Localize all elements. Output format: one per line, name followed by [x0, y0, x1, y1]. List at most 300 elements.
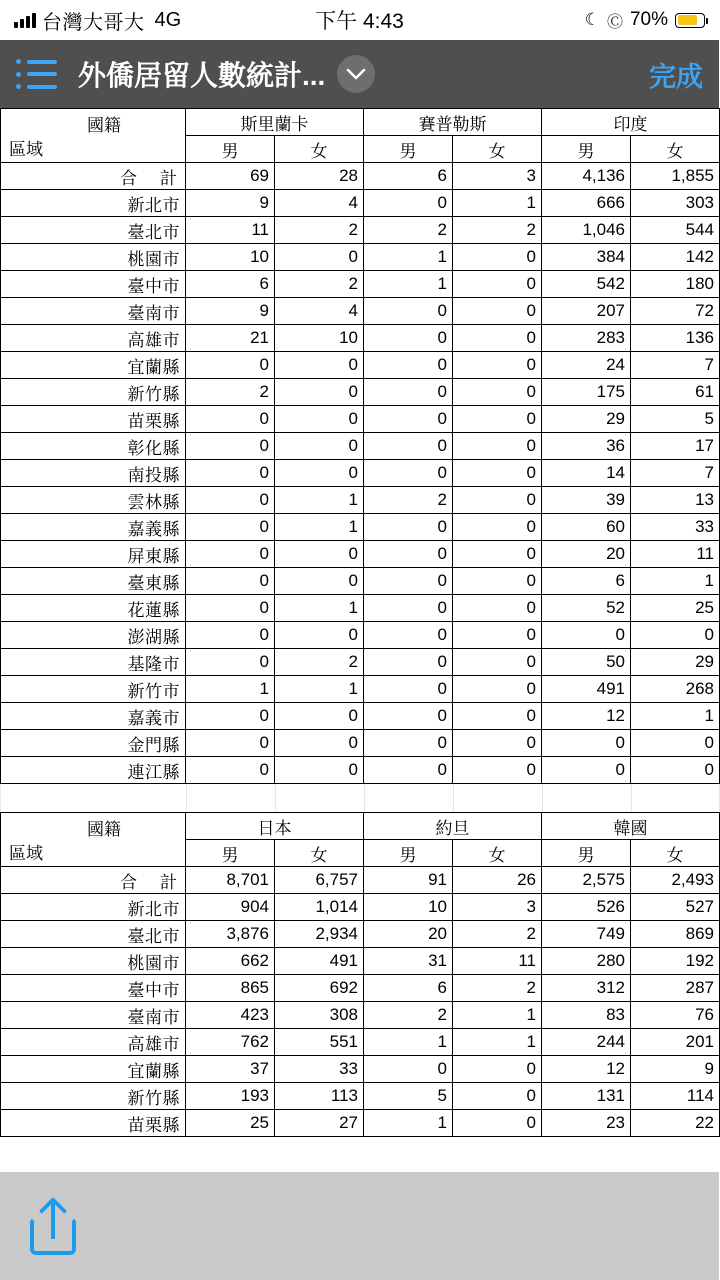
cell: 0	[364, 541, 453, 568]
cell: 142	[631, 244, 720, 271]
table-row	[1, 649, 720, 676]
cell: 303	[631, 190, 720, 217]
cell: 0	[453, 595, 542, 622]
row-region: 臺北市	[1, 217, 186, 244]
table-row	[1, 595, 720, 622]
gender-header: 男	[186, 840, 275, 867]
cell: 0	[364, 298, 453, 325]
cell: 0	[453, 325, 542, 352]
cell: 6	[364, 975, 453, 1002]
cell: 1,046	[542, 217, 631, 244]
table-row	[1, 514, 720, 541]
cell: 544	[631, 217, 720, 244]
cell: 0	[364, 622, 453, 649]
table-row	[1, 757, 720, 784]
cell: 25	[631, 595, 720, 622]
cell: 201	[631, 1029, 720, 1056]
cell: 0	[453, 541, 542, 568]
cell: 542	[542, 271, 631, 298]
cell: 60	[542, 514, 631, 541]
cell: 0	[275, 757, 364, 784]
cell: 308	[275, 1002, 364, 1029]
cell: 0	[453, 730, 542, 757]
cell: 0	[453, 757, 542, 784]
cell: 0	[275, 406, 364, 433]
cell: 268	[631, 676, 720, 703]
table-row	[1, 1056, 720, 1083]
cell: 0	[275, 730, 364, 757]
table-row	[1, 163, 720, 190]
cell: 22	[631, 1110, 720, 1137]
cell: 0	[453, 352, 542, 379]
cell: 0	[186, 433, 275, 460]
cell: 12	[542, 703, 631, 730]
row-region: 連江縣	[1, 757, 186, 784]
row-region: 南投縣	[1, 460, 186, 487]
cell: 0	[453, 1083, 542, 1110]
cell: 0	[453, 298, 542, 325]
row-region: 合 計	[1, 163, 186, 190]
cell: 280	[542, 948, 631, 975]
cell: 1	[364, 1110, 453, 1137]
cell: 9	[631, 1056, 720, 1083]
cell: 0	[275, 622, 364, 649]
row-region: 臺南市	[1, 1002, 186, 1029]
row-region: 桃園市	[1, 244, 186, 271]
cell: 762	[186, 1029, 275, 1056]
moon-icon: ☾	[584, 10, 600, 29]
status-bar-right	[585, 9, 705, 32]
row-region: 苗栗縣	[1, 406, 186, 433]
cell: 0	[453, 433, 542, 460]
cell: 7	[631, 352, 720, 379]
cell: 384	[542, 244, 631, 271]
gender-header: 女	[275, 840, 364, 867]
cell: 0	[453, 460, 542, 487]
cell: 0	[186, 703, 275, 730]
row-region: 臺南市	[1, 298, 186, 325]
cell: 5	[364, 1083, 453, 1110]
cell: 2	[364, 487, 453, 514]
cell: 0	[631, 622, 720, 649]
table-header-row	[1, 813, 720, 840]
cell: 1,014	[275, 894, 364, 921]
cell: 0	[364, 352, 453, 379]
cell: 0	[453, 568, 542, 595]
cell: 0	[453, 406, 542, 433]
row-region: 宜蘭縣	[1, 352, 186, 379]
row-region: 嘉義縣	[1, 514, 186, 541]
battery-percent-label: 70%	[629, 9, 668, 30]
cell: 1	[275, 676, 364, 703]
cell: 0	[453, 514, 542, 541]
cell: 33	[275, 1056, 364, 1083]
cell: 0	[186, 730, 275, 757]
cell: 131	[542, 1083, 631, 1110]
cell: 29	[631, 649, 720, 676]
cell: 61	[631, 379, 720, 406]
cell: 20	[542, 541, 631, 568]
cell: 662	[186, 948, 275, 975]
table-row	[1, 487, 720, 514]
document-title: 外僑居留人數統計...	[78, 60, 326, 91]
cell: 1	[453, 1002, 542, 1029]
row-region: 新竹縣	[1, 379, 186, 406]
row-region: 高雄市	[1, 325, 186, 352]
row-region: 嘉義市	[1, 703, 186, 730]
cell: 1	[453, 190, 542, 217]
table-row	[1, 622, 720, 649]
done-button[interactable]: 完成	[649, 61, 703, 92]
table-row	[1, 921, 720, 948]
cell: 11	[186, 217, 275, 244]
gender-header: 男	[542, 136, 631, 163]
cell: 6	[186, 271, 275, 298]
status-bar	[0, 0, 719, 40]
table-row	[1, 894, 720, 921]
cell: 21	[186, 325, 275, 352]
cell: 36	[542, 433, 631, 460]
gender-header: 男	[542, 840, 631, 867]
cell: 423	[186, 1002, 275, 1029]
share-icon[interactable]	[30, 1197, 76, 1255]
table-row	[1, 244, 720, 271]
cell: 1	[631, 568, 720, 595]
cell: 0	[186, 541, 275, 568]
row-region: 澎湖縣	[1, 622, 186, 649]
cell: 4	[275, 298, 364, 325]
cell: 749	[542, 921, 631, 948]
cell: 0	[186, 460, 275, 487]
cell: 2	[453, 975, 542, 1002]
cell: 491	[275, 948, 364, 975]
cell: 0	[453, 1110, 542, 1137]
table-row	[1, 1110, 720, 1137]
table-row	[1, 406, 720, 433]
cell: 0	[275, 703, 364, 730]
cell: 0	[453, 379, 542, 406]
cell: 0	[364, 433, 453, 460]
cell: 0	[364, 703, 453, 730]
cell: 2	[364, 217, 453, 244]
cell: 1	[364, 271, 453, 298]
cell: 0	[364, 514, 453, 541]
nationality-header-1: 賽普勒斯	[364, 109, 542, 136]
row-region: 合 計	[1, 867, 186, 894]
cell: 2	[275, 649, 364, 676]
cell: 0	[542, 730, 631, 757]
cell: 20	[364, 921, 453, 948]
gender-header: 女	[631, 136, 720, 163]
cell: 24	[542, 352, 631, 379]
cell: 29	[542, 406, 631, 433]
cell: 1	[631, 703, 720, 730]
cell: 11	[631, 541, 720, 568]
cell: 0	[364, 406, 453, 433]
cell: 72	[631, 298, 720, 325]
cell: 0	[364, 676, 453, 703]
cell: 1	[364, 1029, 453, 1056]
cell: 0	[186, 352, 275, 379]
cell: 2,934	[275, 921, 364, 948]
cell: 39	[542, 487, 631, 514]
row-region: 臺東縣	[1, 568, 186, 595]
cell: 0	[364, 325, 453, 352]
cell: 0	[186, 649, 275, 676]
table-row	[1, 352, 720, 379]
cell: 0	[542, 622, 631, 649]
nationality-header-0: 斯里蘭卡	[186, 109, 364, 136]
cell: 6,757	[275, 867, 364, 894]
cell: 2	[186, 379, 275, 406]
table-row	[1, 1002, 720, 1029]
row-region: 新北市	[1, 190, 186, 217]
cell: 0	[186, 595, 275, 622]
table-row	[1, 568, 720, 595]
cell: 312	[542, 975, 631, 1002]
cell: 31	[364, 948, 453, 975]
spreadsheet-area[interactable]	[0, 108, 719, 1135]
cell: 0	[364, 379, 453, 406]
cell: 0	[453, 622, 542, 649]
gender-header: 女	[275, 136, 364, 163]
table-row	[1, 541, 720, 568]
cell: 0	[453, 649, 542, 676]
cell: 2	[453, 921, 542, 948]
cell: 0	[453, 1056, 542, 1083]
table-row	[1, 1083, 720, 1110]
cell: 491	[542, 676, 631, 703]
nationality-header-2: 韓國	[542, 813, 720, 840]
row-region: 金門縣	[1, 730, 186, 757]
cell: 0	[186, 406, 275, 433]
cell: 0	[364, 568, 453, 595]
cell: 136	[631, 325, 720, 352]
cell: 0	[275, 379, 364, 406]
cell: 283	[542, 325, 631, 352]
row-region: 基隆市	[1, 649, 186, 676]
cell: 192	[631, 948, 720, 975]
region-label: 區域	[9, 140, 43, 159]
cell: 1	[275, 487, 364, 514]
row-region: 屏東縣	[1, 541, 186, 568]
cell: 114	[631, 1083, 720, 1110]
cell: 6	[364, 163, 453, 190]
cell: 10	[186, 244, 275, 271]
cell: 52	[542, 595, 631, 622]
cell: 2,493	[631, 867, 720, 894]
cell: 1	[453, 1029, 542, 1056]
table-row	[1, 730, 720, 757]
cell: 0	[275, 541, 364, 568]
cell: 13	[631, 487, 720, 514]
cell: 0	[631, 757, 720, 784]
cell: 27	[275, 1110, 364, 1137]
carrier-label: 台灣大哥大	[42, 11, 145, 34]
row-region: 新竹市	[1, 676, 186, 703]
row-region: 雲林縣	[1, 487, 186, 514]
cell: 2	[364, 1002, 453, 1029]
cell: 8,701	[186, 867, 275, 894]
cell: 0	[364, 460, 453, 487]
signal-bars-icon	[14, 12, 36, 28]
row-region: 新竹縣	[1, 1083, 186, 1110]
table-row	[1, 298, 720, 325]
row-region: 臺中市	[1, 975, 186, 1002]
cell: 1	[364, 244, 453, 271]
cell: 76	[631, 1002, 720, 1029]
cell: 0	[453, 703, 542, 730]
cell: 113	[275, 1083, 364, 1110]
cell: 287	[631, 975, 720, 1002]
cell: 0	[275, 568, 364, 595]
cell: 526	[542, 894, 631, 921]
cell: 180	[631, 271, 720, 298]
cell: 23	[542, 1110, 631, 1137]
cell: 193	[186, 1083, 275, 1110]
row-region: 新北市	[1, 894, 186, 921]
cell: 25	[186, 1110, 275, 1137]
cell: 3	[453, 894, 542, 921]
cell: 207	[542, 298, 631, 325]
cell: 692	[275, 975, 364, 1002]
data-table-2	[0, 812, 720, 1137]
gender-header: 男	[186, 136, 275, 163]
cell: 0	[364, 190, 453, 217]
cell: 0	[275, 352, 364, 379]
cell: 0	[453, 244, 542, 271]
cell: 17	[631, 433, 720, 460]
cell: 244	[542, 1029, 631, 1056]
cell: 9	[186, 298, 275, 325]
cell: 0	[453, 487, 542, 514]
cell: 4,136	[542, 163, 631, 190]
table-row	[1, 325, 720, 352]
cell: 1	[275, 514, 364, 541]
table-row	[1, 379, 720, 406]
cell: 0	[186, 487, 275, 514]
cell: 666	[542, 190, 631, 217]
table-header-row	[1, 109, 720, 136]
table-row	[1, 676, 720, 703]
gender-header: 男	[364, 136, 453, 163]
gender-header: 男	[364, 840, 453, 867]
app-toolbar	[0, 40, 719, 108]
cell: 69	[186, 163, 275, 190]
cell: 11	[453, 948, 542, 975]
cell: 2,575	[542, 867, 631, 894]
cell: 10	[275, 325, 364, 352]
cell: 0	[364, 649, 453, 676]
cell: 0	[542, 757, 631, 784]
row-region: 苗栗縣	[1, 1110, 186, 1137]
rotation-lock-icon: Ⓒ	[606, 13, 623, 31]
cell: 0	[364, 595, 453, 622]
cell: 33	[631, 514, 720, 541]
row-region: 宜蘭縣	[1, 1056, 186, 1083]
cell: 6	[542, 568, 631, 595]
cell: 3,876	[186, 921, 275, 948]
cell: 50	[542, 649, 631, 676]
cell: 5	[631, 406, 720, 433]
cell: 904	[186, 894, 275, 921]
cell: 12	[542, 1056, 631, 1083]
cell: 0	[186, 757, 275, 784]
network-type-label: 4G	[154, 8, 182, 31]
cell: 0	[364, 730, 453, 757]
cell: 7	[631, 460, 720, 487]
data-table-1	[0, 108, 720, 784]
cell: 91	[364, 867, 453, 894]
table-row	[1, 867, 720, 894]
cell: 0	[275, 433, 364, 460]
row-region: 桃園市	[1, 948, 186, 975]
table-row	[1, 975, 720, 1002]
table-row	[1, 948, 720, 975]
cell: 9	[186, 190, 275, 217]
table-row	[1, 703, 720, 730]
table-row	[1, 460, 720, 487]
table-row	[1, 433, 720, 460]
corner-header-cell	[1, 109, 186, 163]
gender-header: 女	[631, 840, 720, 867]
gender-header: 女	[453, 840, 542, 867]
cell: 865	[186, 975, 275, 1002]
gender-header: 女	[453, 136, 542, 163]
region-label: 區域	[9, 844, 43, 863]
row-region: 彰化縣	[1, 433, 186, 460]
cell: 0	[275, 244, 364, 271]
cell: 26	[453, 867, 542, 894]
cell: 28	[275, 163, 364, 190]
cell: 83	[542, 1002, 631, 1029]
table-row	[1, 190, 720, 217]
chevron-down-icon[interactable]	[337, 55, 375, 93]
cell: 0	[631, 730, 720, 757]
cell: 869	[631, 921, 720, 948]
cell: 0	[453, 271, 542, 298]
cell: 0	[275, 460, 364, 487]
status-bar-clock: 下午 4:43	[315, 10, 404, 33]
cell: 0	[186, 514, 275, 541]
table-row	[1, 271, 720, 298]
row-region: 臺北市	[1, 921, 186, 948]
row-region: 高雄市	[1, 1029, 186, 1056]
nationality-header-0: 日本	[186, 813, 364, 840]
cell: 10	[364, 894, 453, 921]
nationality-header-2: 印度	[542, 109, 720, 136]
cell: 1,855	[631, 163, 720, 190]
nationality-label: 國籍	[87, 116, 121, 135]
cell: 0	[186, 568, 275, 595]
cell: 2	[275, 271, 364, 298]
table-row	[1, 1029, 720, 1056]
corner-header-cell	[1, 813, 186, 867]
cell: 175	[542, 379, 631, 406]
cell: 0	[364, 757, 453, 784]
cell: 0	[364, 1056, 453, 1083]
status-bar-left	[14, 6, 181, 35]
nationality-header-1: 約旦	[364, 813, 542, 840]
cell: 4	[275, 190, 364, 217]
cell: 14	[542, 460, 631, 487]
cell: 37	[186, 1056, 275, 1083]
cell: 0	[186, 622, 275, 649]
bottom-toolbar	[0, 1172, 719, 1280]
list-icon[interactable]	[16, 57, 62, 91]
table-gap	[0, 784, 719, 812]
row-region: 花蓮縣	[1, 595, 186, 622]
